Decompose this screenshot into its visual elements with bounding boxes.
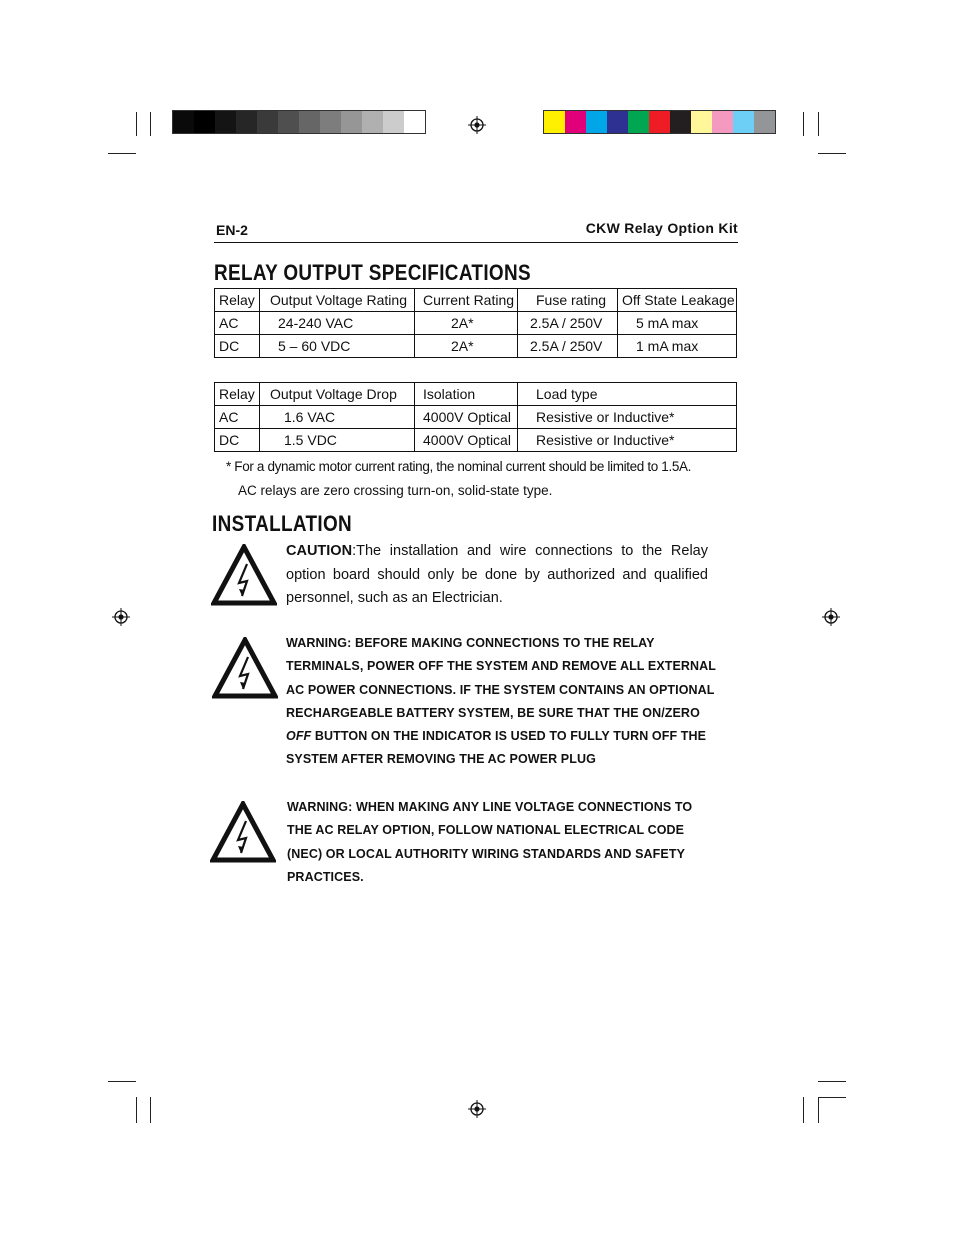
- color-swatch: [691, 111, 712, 133]
- table-cell: 2A*: [415, 312, 518, 335]
- column-header: Relay: [215, 383, 260, 406]
- crop-mark: [150, 1097, 151, 1123]
- column-header: Output Voltage Rating: [260, 289, 415, 312]
- color-swatch: [754, 111, 775, 133]
- relay-specs-table-1: [214, 288, 737, 358]
- crop-mark: [136, 112, 137, 136]
- caution-label: CAUTION: [286, 543, 353, 559]
- crop-mark: [818, 153, 846, 154]
- grayscale-color-bar: [172, 110, 426, 134]
- header-divider: [214, 242, 738, 243]
- color-swatch: [320, 111, 341, 133]
- warning-text: WARNING: BEFORE MAKING CONNECTIONS TO THE RELAY TERMINALS, POWER OFF THE SYSTEM AND REMOVE ALL EXTERNAL AC POWER CONNECTIONS. IF THE SYSTEM CONTAINS AN OPTIONAL RECHARGEABLE BATTERY SYSTEM, BE SURE THAT THE ON/ZERO: [286, 636, 716, 720]
- table-cell: 2.5A / 250V: [518, 335, 618, 358]
- table-header-row: [215, 383, 737, 406]
- table-cell: 4000V Optical: [415, 406, 518, 429]
- color-swatch: [299, 111, 320, 133]
- crop-mark: [108, 1081, 136, 1082]
- crop-mark: [108, 153, 136, 154]
- crop-mark: [818, 112, 819, 136]
- color-swatch: [236, 111, 257, 133]
- crop-mark: [150, 112, 151, 136]
- table-cell: DC: [215, 429, 260, 452]
- table-cell: 1 mA max: [618, 335, 737, 358]
- color-swatch: [173, 111, 194, 133]
- color-swatch: [544, 111, 565, 133]
- electrical-hazard-icon: [211, 544, 277, 606]
- table-cell: 24-240 VAC: [260, 312, 415, 335]
- caution-body: :The installation and wire connections to the Relay option board should only be done by authorized and qualified personnel, such as an Electrician.: [286, 543, 708, 606]
- table-cell: 4000V Optical: [415, 429, 518, 452]
- color-swatch: [215, 111, 236, 133]
- registration-mark-icon: [468, 1100, 486, 1118]
- table-cell: Resistive or Inductive*: [518, 406, 737, 429]
- footnote-note: AC relays are zero crossing turn-on, solid-state type.: [238, 483, 553, 498]
- column-header: Output Voltage Drop: [260, 383, 415, 406]
- column-header: Load type: [518, 383, 737, 406]
- color-swatch: [607, 111, 628, 133]
- table-cell: DC: [215, 335, 260, 358]
- color-swatch: [649, 111, 670, 133]
- table-cell: Resistive or Inductive*: [518, 429, 737, 452]
- column-header: Off State Leakage: [618, 289, 737, 312]
- table-cell: 1.5 VDC: [260, 429, 415, 452]
- column-header: Relay: [215, 289, 260, 312]
- warning-text: BUTTON ON THE INDICATOR IS USED TO FULLY TURN OFF THE SYSTEM AFTER REMOVING THE AC POWER PLUG: [286, 729, 707, 767]
- electrical-hazard-icon: [212, 637, 278, 699]
- color-swatch: [670, 111, 691, 133]
- crop-mark: [818, 1081, 846, 1082]
- footnote: * For a dynamic motor current rating, the nominal current should be limited to 1.5A.: [226, 459, 692, 474]
- table-cell: 2.5A / 250V: [518, 312, 618, 335]
- crop-mark: [818, 1097, 819, 1123]
- table-row: [215, 406, 737, 429]
- installation-heading: INSTALLATION: [212, 511, 353, 536]
- warning-line-voltage: WARNING: WHEN MAKING ANY LINE VOLTAGE CONNECTIONS TO THE AC RELAY OPTION, FOLLOW NATIONAL ELECTRICAL CODE (NEC) OR LOCAL AUTHORITY WIRING STANDARDS AND SAFETY PRACTICES.: [287, 800, 693, 884]
- column-header: Fuse rating: [518, 289, 618, 312]
- table-cell: 2A*: [415, 335, 518, 358]
- color-swatch: [404, 111, 425, 133]
- color-swatch: [383, 111, 404, 133]
- color-swatch: [712, 111, 733, 133]
- table-cell: AC: [215, 312, 260, 335]
- color-swatch: [278, 111, 299, 133]
- color-swatch: [194, 111, 215, 133]
- color-swatch: [565, 111, 586, 133]
- color-swatch: [586, 111, 607, 133]
- table-cell: 5 mA max: [618, 312, 737, 335]
- document-title: CKW Relay Option Kit: [585, 220, 738, 236]
- color-swatch: [341, 111, 362, 133]
- crop-mark: [803, 1097, 804, 1123]
- column-header: Isolation: [415, 383, 518, 406]
- table-cell: 1.6 VAC: [260, 406, 415, 429]
- color-swatch: [257, 111, 278, 133]
- registration-mark-icon: [112, 608, 130, 626]
- color-swatch: [628, 111, 649, 133]
- table-header-row: [215, 289, 737, 312]
- table-row: [215, 429, 737, 452]
- warning-power-off: [286, 632, 726, 772]
- caution-notice: [286, 540, 708, 611]
- crop-mark: [136, 1097, 137, 1123]
- off-emphasis: OFF: [286, 729, 312, 744]
- table-cell: AC: [215, 406, 260, 429]
- column-header: Current Rating: [415, 289, 518, 312]
- relay-specs-table-2: [214, 382, 737, 452]
- crop-mark: [803, 112, 804, 136]
- color-swatch: [733, 111, 754, 133]
- process-color-bar: [543, 110, 776, 134]
- table-row: [215, 312, 737, 335]
- table-cell: 5 – 60 VDC: [260, 335, 415, 358]
- table-row: [215, 335, 737, 358]
- electrical-hazard-icon: [210, 801, 276, 863]
- crop-mark: [818, 1097, 846, 1098]
- registration-mark-icon: [822, 608, 840, 626]
- color-swatch: [362, 111, 383, 133]
- registration-mark-icon: [468, 116, 486, 134]
- relay-specs-heading: RELAY OUTPUT SPECIFICATIONS: [214, 260, 531, 285]
- page-number: EN-2: [216, 222, 248, 238]
